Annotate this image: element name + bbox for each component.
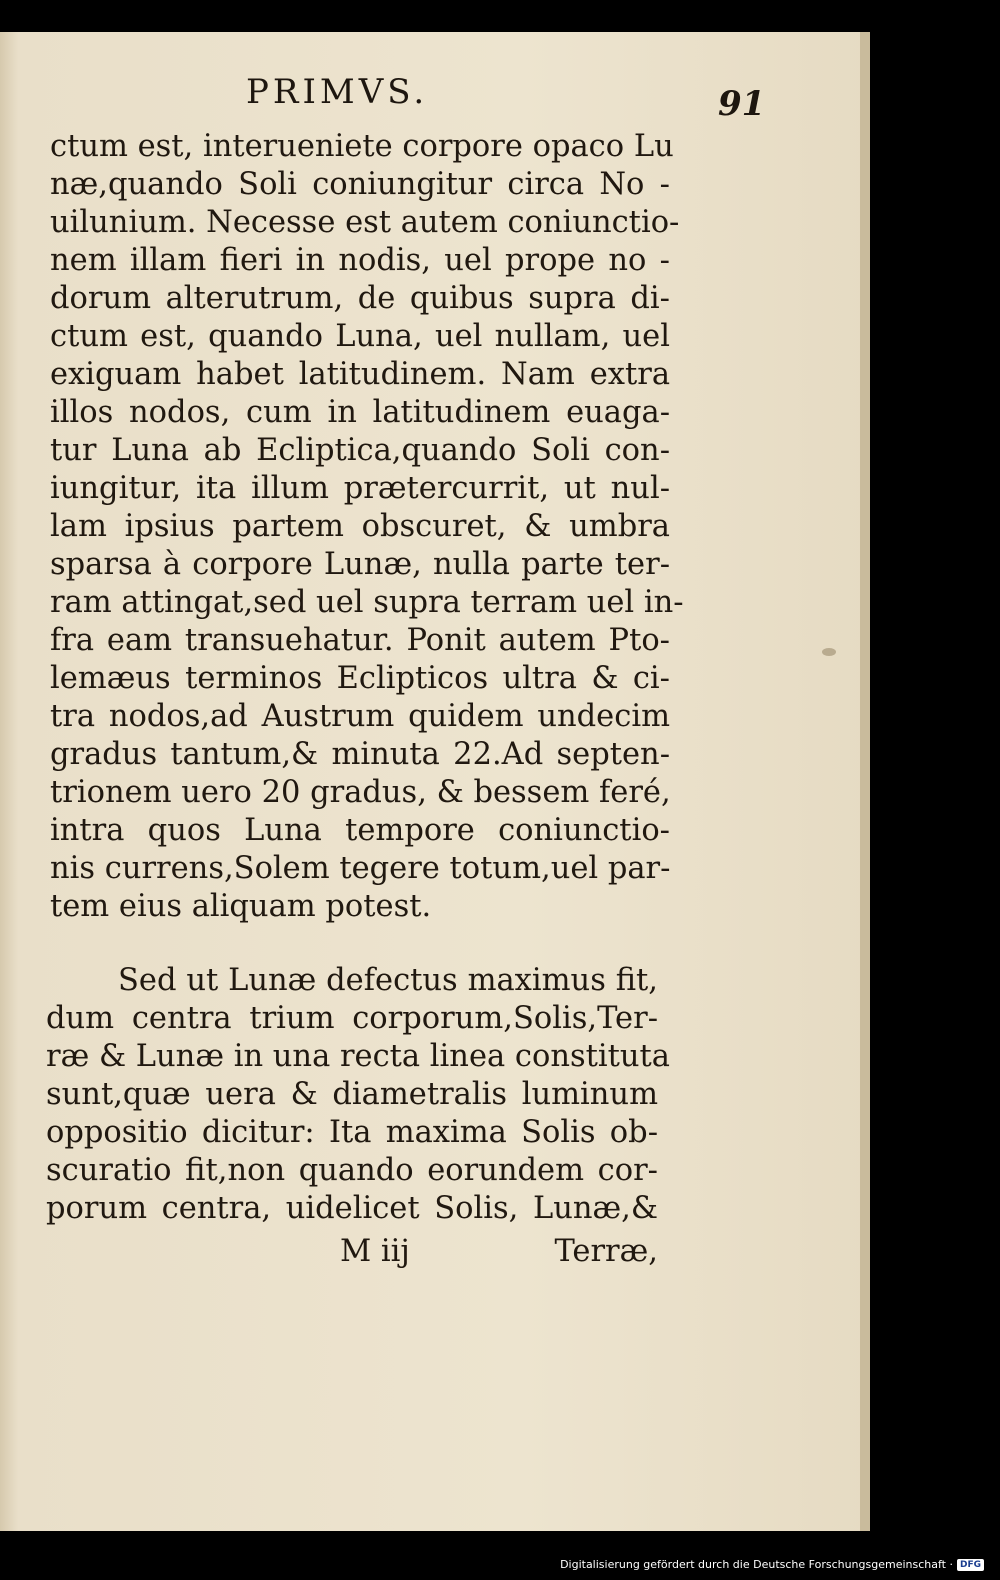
- paper-stain: [822, 648, 836, 656]
- text-line: oppositio dicitur: Ita maxima Solis ob-: [46, 1115, 658, 1150]
- funding-credit: [560, 1556, 984, 1574]
- text-line: uilunium. Necesse est autem coniunctio-: [50, 205, 680, 240]
- text-line: tra nodos,ad Austrum quidem undecim: [50, 699, 670, 734]
- text-line: Sed ut Lunæ defectus maximus fit,: [118, 963, 658, 998]
- text-line: nem illam fieri in nodis, uel prope no -: [50, 243, 670, 278]
- text-line: ræ & Lunæ in una recta linea constituta: [46, 1039, 670, 1074]
- text-line: nis currens,Solem tegere totum,uel par-: [50, 851, 671, 886]
- text-line: porum centra, uidelicet Solis, Lunæ,&: [46, 1191, 658, 1226]
- page-number: 91: [718, 84, 766, 124]
- text-line: næ,quando Soli coniungitur circa No -: [50, 167, 670, 202]
- text-line: intra quos Luna tempore coniunctio-: [50, 813, 670, 848]
- paragraph-2: [46, 962, 670, 1228]
- dfg-logo: DFG: [957, 1559, 984, 1571]
- text-line: lemæus terminos Eclipticos ultra & ci-: [50, 661, 670, 696]
- catchword: Terræ,: [554, 1234, 658, 1269]
- credit-text: Digitalisierung gefördert durch die Deutsche Forschungsgemeinschaft ·: [560, 1558, 953, 1571]
- text-line: ctum est, quando Luna, uel nullam, uel: [50, 319, 670, 354]
- text-line: sparsa à corpore Lunæ, nulla parte ter-: [50, 547, 670, 582]
- text-line: fra eam transuehatur. Ponit autem Pto-: [50, 623, 670, 658]
- text-line-last: tem eius aliquam potest.: [50, 889, 432, 924]
- text-line: iungitur, ita illum prætercurrit, ut nul-: [50, 471, 670, 506]
- text-line: trionem uero 20 gradus, & bessem feré,: [50, 775, 671, 810]
- page-foot: [340, 1234, 658, 1274]
- page-edge: [860, 32, 870, 1531]
- text-line: sunt,quæ uera & diametralis luminum: [46, 1077, 658, 1112]
- text-line: exiguam habet latitudinem. Nam extra: [50, 357, 670, 392]
- text-line: dorum alterutrum, de quibus supra di-: [50, 281, 670, 316]
- text-line: ctum est, interueniete corpore opaco Lu: [50, 129, 674, 164]
- running-head: PRIMVS.: [246, 72, 429, 112]
- paragraph-1: [50, 128, 684, 926]
- signature-mark: M iij: [340, 1234, 410, 1269]
- text-line: gradus tantum,& minuta 22.Ad septen-: [50, 737, 670, 772]
- text-line: scuratio fit,non quando eorundem cor-: [46, 1153, 658, 1188]
- text-line: illos nodos, cum in latitudinem euaga-: [50, 395, 670, 430]
- text-line: ram attingat,sed uel supra terram uel in-: [50, 585, 684, 620]
- text-line: dum centra trium corporum,Solis,Ter-: [46, 1001, 658, 1036]
- text-line: lam ipsius partem obscuret, & umbra: [50, 509, 670, 544]
- text-line: tur Luna ab Ecliptica,quando Soli con-: [50, 433, 670, 468]
